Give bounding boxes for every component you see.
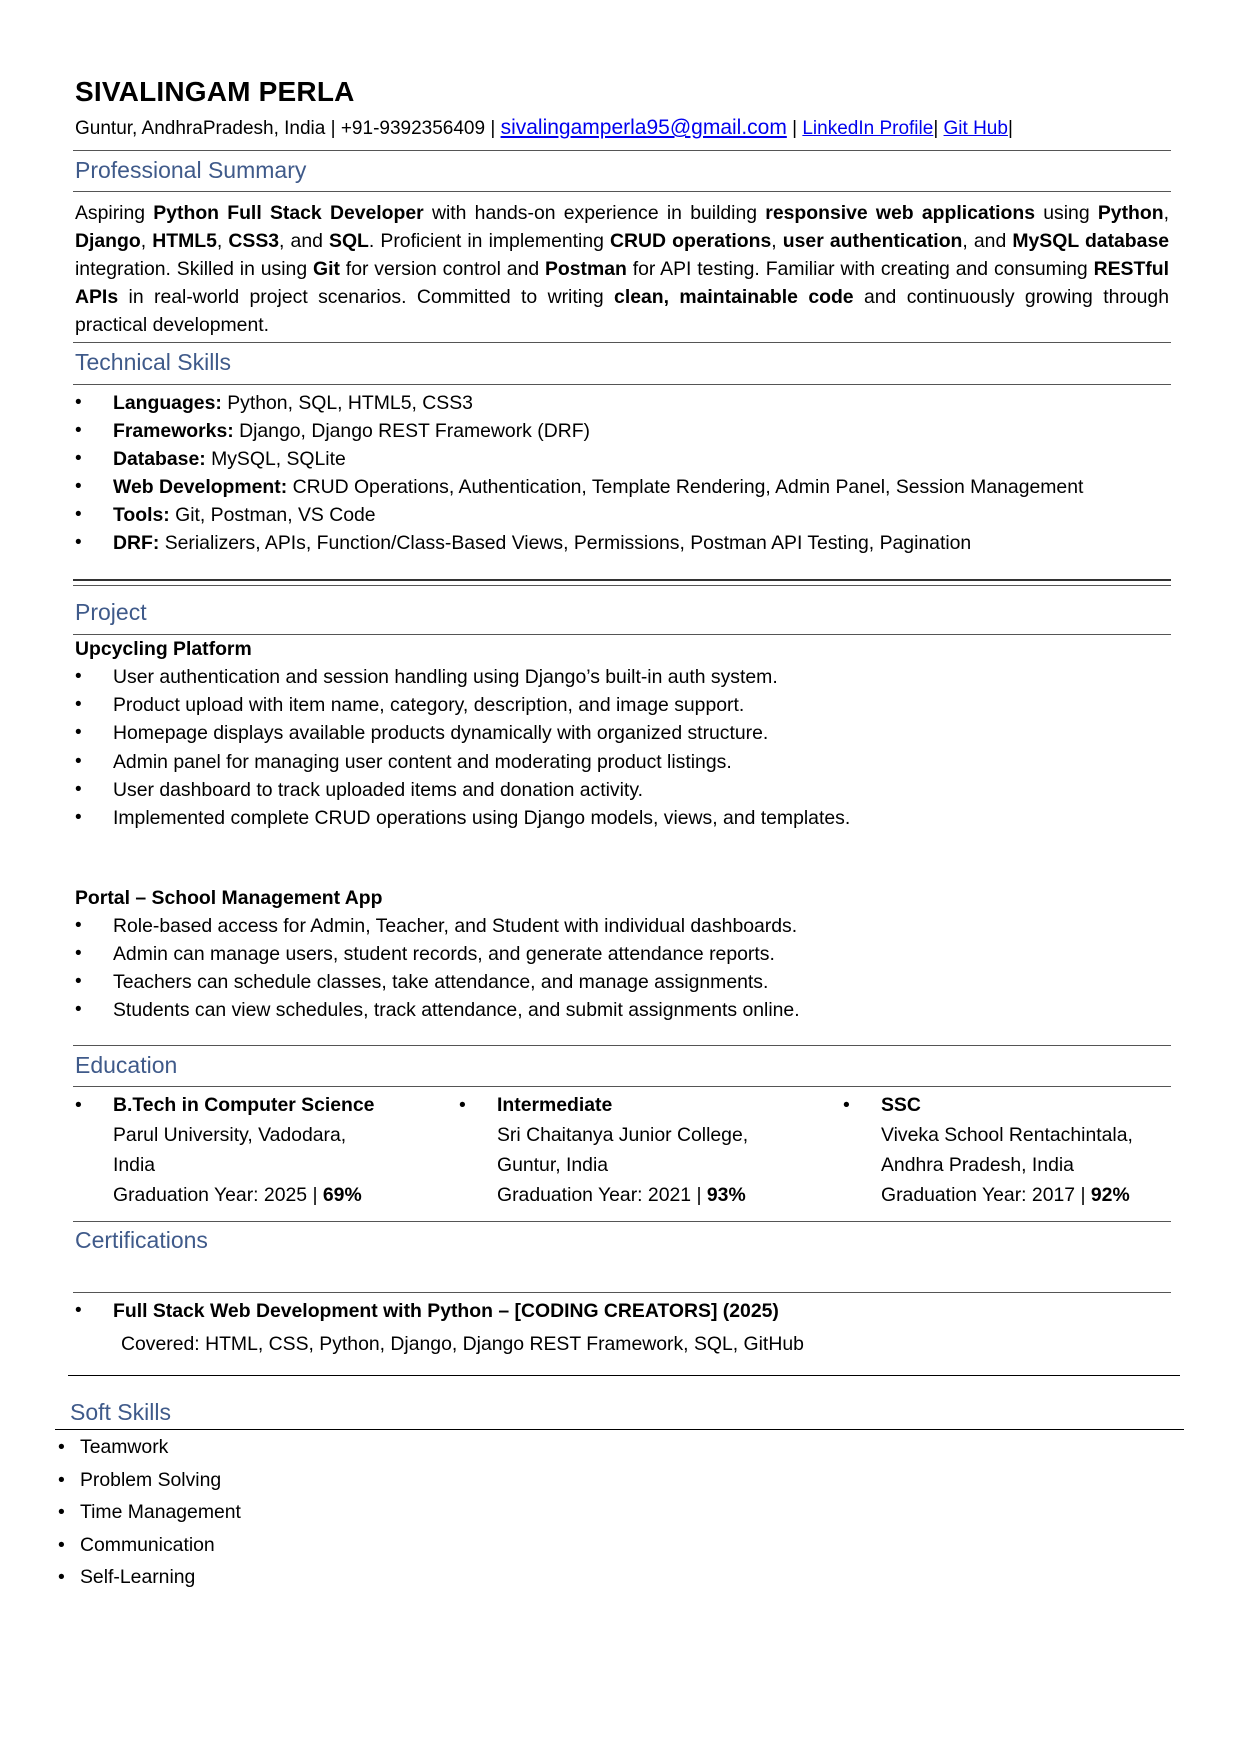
divider	[73, 1086, 1171, 1087]
education-location: India	[113, 1154, 156, 1176]
soft-skill-text: Self-Learning	[80, 1566, 196, 1588]
education-score: 69%	[322, 1184, 362, 1206]
summary-keyword: Python Full Stack Developer	[153, 202, 424, 224]
summary-text: , and	[279, 230, 330, 252]
graduation-year: Graduation Year: 2021 |	[497, 1184, 707, 1206]
project-bullet-text: Admin panel for managing user content and moderating product listings.	[113, 750, 732, 773]
summary-keyword: clean, maintainable code	[614, 286, 854, 308]
summary-keyword: CRUD operations	[610, 230, 772, 252]
bullet: •	[75, 1094, 82, 1116]
bullet: •	[58, 1468, 65, 1491]
summary-text: . Proficient in implementing	[368, 230, 611, 252]
project-bullet-text: Role-based access for Admin, Teacher, and Student with individual dashboards.	[113, 915, 798, 937]
email-link[interactable]: sivalingamperla95@gmail.com	[500, 116, 787, 139]
bullet: •	[75, 722, 82, 744]
project-title-upcycling: Upcycling Platform	[75, 638, 252, 660]
education-institution: Viveka School Rentachintala,	[881, 1124, 1133, 1146]
bullet: •	[75, 448, 82, 469]
section-title-certifications: Certifications	[75, 1227, 208, 1253]
section-title-summary: Professional Summary	[75, 157, 307, 183]
education-location: Andhra Pradesh, India	[881, 1154, 1074, 1176]
bullet: •	[75, 971, 82, 992]
project-title-portal: Portal – School Management App	[75, 887, 383, 909]
summary-keyword: Django	[75, 230, 141, 252]
summary-text: , and	[962, 230, 1013, 252]
project-bullet-text: Students can view schedules, track attendance, and submit assignments online.	[113, 999, 800, 1021]
skill-label: DRF:	[113, 532, 160, 554]
education-degree	[497, 1090, 748, 1120]
summary-keyword: HTML5	[152, 230, 217, 252]
divider	[73, 579, 1171, 581]
divider	[73, 1292, 1171, 1293]
bullet: •	[58, 1501, 65, 1523]
summary-text: and continuously growing through practical development.	[75, 286, 1169, 336]
skill-label: Web Development:	[113, 476, 288, 498]
bullet: •	[75, 807, 82, 828]
skill-text	[113, 504, 376, 527]
bullet: •	[75, 750, 82, 772]
soft-skill-text: Time Management	[80, 1501, 241, 1523]
bullet: •	[58, 1533, 65, 1556]
contact-separator: |	[933, 118, 944, 139]
summary-keyword: Python	[1097, 202, 1164, 224]
divider	[73, 1045, 1171, 1046]
project-bullet-text: Homepage displays available products dynamically with organized structure.	[113, 722, 769, 745]
graduation-year: Graduation Year: 2017 |	[881, 1184, 1091, 1206]
summary-keyword: responsive web applications	[765, 202, 1036, 224]
project-bullet-text: User dashboard to track uploaded items and donation activity.	[113, 778, 643, 801]
summary-text: in real-world project scenarios. Committed to writing	[118, 286, 615, 308]
bullet: •	[459, 1094, 466, 1116]
section-title-soft-skills: Soft Skills	[70, 1399, 171, 1425]
bullet: •	[75, 504, 82, 525]
education-score: 93%	[706, 1184, 746, 1206]
summary-keyword: CSS3	[228, 230, 280, 252]
skill-value: Python, SQL, HTML5, CSS3	[221, 392, 473, 414]
skill-text	[113, 420, 590, 443]
summary-text: ,	[1163, 202, 1169, 224]
education-year	[497, 1180, 748, 1210]
contact-separator: |	[786, 118, 803, 139]
divider	[73, 1221, 1171, 1222]
bullet: •	[75, 392, 82, 413]
contact-line	[75, 116, 1013, 140]
bullet: •	[75, 420, 82, 441]
education-year	[881, 1180, 1133, 1210]
summary-text: integration. Skilled in using	[75, 258, 313, 280]
linkedin-link[interactable]: LinkedIn Profile	[802, 118, 934, 139]
bullet: •	[58, 1436, 65, 1458]
summary-keyword: RESTful APIs	[75, 258, 1169, 308]
education-year	[113, 1180, 374, 1210]
education-details	[497, 1090, 748, 1210]
bullet: •	[75, 694, 82, 716]
divider	[68, 1375, 1180, 1376]
divider	[73, 585, 1171, 586]
education-details	[113, 1090, 374, 1210]
education-details	[881, 1090, 1133, 1210]
education-institution: Parul University, Vadodara,	[113, 1124, 347, 1146]
certification-name: Full Stack Web Development with Python – [CODING CREATORS] (2025)	[113, 1300, 779, 1322]
skill-label: Tools:	[113, 504, 170, 526]
summary-keyword: SQL	[329, 230, 369, 252]
section-title-skills: Technical Skills	[75, 349, 231, 375]
summary-text: ,	[216, 230, 229, 252]
summary-text: Aspiring	[75, 202, 154, 224]
section-title-education: Education	[75, 1052, 178, 1078]
divider	[73, 634, 1171, 635]
summary-keyword: Postman	[544, 258, 627, 280]
skill-text	[113, 392, 473, 415]
degree-name: B.Tech in Computer Science	[113, 1094, 375, 1116]
divider	[73, 384, 1171, 385]
project-bullet-text: Teachers can schedule classes, take attendance, and manage assignments.	[113, 971, 769, 993]
bullet: •	[75, 1300, 82, 1321]
skill-value: CRUD Operations, Authentication, Template Rendering, Admin Panel, Session Management	[287, 476, 1084, 498]
divider	[73, 342, 1171, 343]
bullet: •	[75, 666, 82, 687]
contact-location-phone: Guntur, AndhraPradesh, India | +91-9392356409 |	[75, 118, 501, 139]
summary-keyword: user authentication	[782, 230, 963, 252]
skill-value: Git, Postman, VS Code	[169, 504, 376, 526]
skill-text	[113, 476, 1083, 499]
soft-skill-text: Problem Solving	[80, 1468, 222, 1491]
skill-label: Frameworks:	[113, 420, 234, 442]
skill-text	[113, 448, 346, 471]
education-score: 92%	[1090, 1184, 1130, 1206]
project-bullet-text: Implemented complete CRUD operations using Django models, views, and templates.	[113, 807, 851, 829]
summary-text: for API testing. Familiar with creating and consuming	[626, 258, 1094, 280]
divider	[73, 191, 1171, 192]
bullet: •	[58, 1566, 65, 1588]
bullet: •	[75, 532, 82, 553]
degree-name: Intermediate	[497, 1094, 613, 1116]
candidate-name: SIVALINGAM PERLA	[75, 76, 355, 107]
degree-name: SSC	[881, 1094, 921, 1116]
summary-text: ,	[140, 230, 153, 252]
skill-label: Database:	[113, 448, 206, 470]
education-degree	[881, 1090, 1133, 1120]
divider	[55, 1429, 1184, 1430]
skill-text	[113, 532, 971, 555]
project-bullet-text: Admin can manage users, student records, and generate attendance reports.	[113, 943, 775, 965]
section-title-project: Project	[75, 599, 147, 625]
education-institution: Sri Chaitanya Junior College,	[497, 1124, 749, 1146]
bullet: •	[75, 915, 82, 936]
skill-value: Serializers, APIs, Function/Class-Based Views, Permissions, Postman API Testing, Pagination	[159, 532, 972, 554]
skill-value: MySQL, SQLite	[205, 448, 346, 470]
education-location: Guntur, India	[497, 1154, 609, 1176]
divider	[73, 150, 1171, 151]
summary-text: using	[1035, 202, 1098, 224]
bullet: •	[843, 1094, 850, 1116]
github-link[interactable]: Git Hub	[943, 118, 1008, 139]
bullet: •	[75, 943, 82, 964]
bullet: •	[75, 476, 82, 497]
soft-skill-text: Teamwork	[80, 1436, 169, 1458]
project-bullet-text: Product upload with item name, category, description, and image support.	[113, 694, 745, 717]
bullet: •	[75, 999, 82, 1020]
graduation-year: Graduation Year: 2025 |	[113, 1184, 323, 1206]
certification-covered: Covered: HTML, CSS, Python, Django, Django REST Framework, SQL, GitHub	[121, 1333, 804, 1355]
summary-keyword: Git	[313, 258, 340, 280]
contact-separator: |	[1007, 118, 1013, 139]
education-degree	[113, 1090, 374, 1120]
project-bullet-text: User authentication and session handling using Django’s built-in auth system.	[113, 666, 778, 688]
summary-text: with hands-on experience in building	[423, 202, 766, 224]
soft-skill-text: Communication	[80, 1533, 215, 1556]
summary-paragraph	[75, 199, 1169, 339]
skill-label: Languages:	[113, 392, 222, 414]
summary-keyword: MySQL database	[1012, 230, 1170, 252]
summary-text: for version control and	[339, 258, 545, 280]
bullet: •	[75, 778, 82, 800]
summary-text: ,	[771, 230, 783, 252]
skill-value: Django, Django REST Framework (DRF)	[233, 420, 591, 442]
